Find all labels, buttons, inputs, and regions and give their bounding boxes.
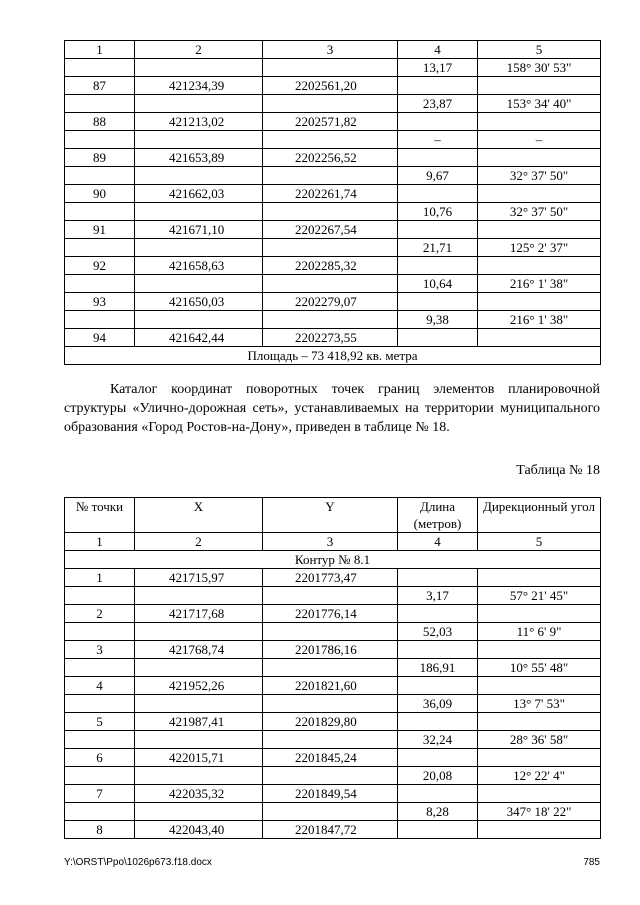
col-number: 2: [135, 41, 263, 59]
x-cell: [135, 59, 263, 77]
y-coordinate: 2201776,14: [263, 605, 398, 623]
direction-angle: 158° 30' 53": [478, 59, 601, 77]
y-cell: [263, 623, 398, 641]
point-number: 4: [65, 677, 135, 695]
point-row: [65, 569, 601, 587]
point-row: [65, 113, 601, 131]
length-cell: [398, 221, 478, 239]
direction-cell: [478, 785, 601, 803]
header-x: X: [135, 498, 263, 533]
x-coordinate: 421987,41: [135, 713, 263, 731]
point-number-cell: [65, 311, 135, 329]
segment-length: 9,38: [398, 311, 478, 329]
point-number: 91: [65, 221, 135, 239]
point-number: 6: [65, 749, 135, 767]
direction-angle: 216° 1' 38": [478, 275, 601, 293]
point-number: 88: [65, 113, 135, 131]
segment-length: 3,17: [398, 587, 478, 605]
y-coordinate: 2201829,80: [263, 713, 398, 731]
y-cell: [263, 695, 398, 713]
segment-row: [65, 203, 601, 221]
x-coordinate: 421952,26: [135, 677, 263, 695]
catalog-paragraph: Каталог координат поворотных точек границ элементов планировочной структуры «Улично-дорожная сеть», устанавливаемых на территории муниципального образования «Город Ростов-на-Дону», приведен в таблице № 18.: [64, 382, 600, 435]
col-number: 3: [263, 41, 398, 59]
point-number-cell: [65, 275, 135, 293]
coordinates-table-18: [64, 497, 601, 839]
direction-angle: 32° 37' 50": [478, 167, 601, 185]
table-caption: Таблица № 18: [516, 463, 600, 478]
y-coordinate: 2201845,24: [263, 749, 398, 767]
direction-angle: 153° 34' 40": [478, 95, 601, 113]
point-row: [65, 641, 601, 659]
point-row: [65, 221, 601, 239]
point-number: 7: [65, 785, 135, 803]
point-number: 93: [65, 293, 135, 311]
point-number-cell: [65, 659, 135, 677]
point-number: 2: [65, 605, 135, 623]
direction-cell: [478, 257, 601, 275]
point-number-cell: [65, 587, 135, 605]
x-cell: [135, 803, 263, 821]
point-row: [65, 677, 601, 695]
coordinates-table-continued: [64, 40, 601, 365]
direction-cell: [478, 821, 601, 839]
header-direction-angle: Дирекционный угол: [478, 498, 601, 533]
direction-cell: [478, 149, 601, 167]
x-cell: [135, 275, 263, 293]
contour-label: Контур № 8.1: [65, 551, 601, 569]
segment-row: [65, 587, 601, 605]
point-number: 87: [65, 77, 135, 95]
y-coordinate: 2201849,54: [263, 785, 398, 803]
point-number-cell: [65, 239, 135, 257]
segment-length: 21,71: [398, 239, 478, 257]
y-cell: [263, 203, 398, 221]
y-cell: [263, 587, 398, 605]
direction-cell: [478, 185, 601, 203]
direction-angle: 13° 7' 53": [478, 695, 601, 713]
direction-cell: [478, 749, 601, 767]
x-cell: [135, 731, 263, 749]
footer-file-path: Y:\ORST\Ppo\1026p673.f18.docx: [64, 857, 212, 868]
segment-row: [65, 239, 601, 257]
direction-cell: [478, 221, 601, 239]
x-coordinate: 422015,71: [135, 749, 263, 767]
col-number: 1: [65, 533, 135, 551]
y-coordinate: 2202571,82: [263, 113, 398, 131]
point-number: 92: [65, 257, 135, 275]
x-cell: [135, 311, 263, 329]
point-number: 1: [65, 569, 135, 587]
point-number: 89: [65, 149, 135, 167]
x-coordinate: 421642,44: [135, 329, 263, 347]
x-coordinate: 421662,03: [135, 185, 263, 203]
direction-cell: [478, 569, 601, 587]
y-cell: [263, 659, 398, 677]
y-cell: [263, 803, 398, 821]
y-coordinate: 2202279,07: [263, 293, 398, 311]
segment-row: [65, 803, 601, 821]
point-number-cell: [65, 203, 135, 221]
x-cell: [135, 623, 263, 641]
x-coordinate: 421213,02: [135, 113, 263, 131]
point-row: [65, 149, 601, 167]
segment-row: [65, 167, 601, 185]
length-cell: [398, 641, 478, 659]
direction-cell: [478, 605, 601, 623]
segment-length: 20,08: [398, 767, 478, 785]
direction-cell: [478, 113, 601, 131]
x-cell: [135, 203, 263, 221]
length-cell: [398, 329, 478, 347]
x-coordinate: 422043,40: [135, 821, 263, 839]
segment-length: 32,24: [398, 731, 478, 749]
point-number-cell: [65, 767, 135, 785]
direction-angle: –: [478, 131, 601, 149]
point-row: [65, 329, 601, 347]
x-coordinate: 421653,89: [135, 149, 263, 167]
point-number: 8: [65, 821, 135, 839]
direction-angle: 57° 21' 45": [478, 587, 601, 605]
y-cell: [263, 275, 398, 293]
x-cell: [135, 95, 263, 113]
y-cell: [263, 131, 398, 149]
segment-length: 23,87: [398, 95, 478, 113]
header-row: [65, 498, 601, 533]
direction-angle: 12° 22' 4": [478, 767, 601, 785]
point-number: 94: [65, 329, 135, 347]
x-cell: [135, 239, 263, 257]
y-cell: [263, 767, 398, 785]
direction-angle: 10° 55' 48": [478, 659, 601, 677]
segment-length: 52,03: [398, 623, 478, 641]
direction-angle: 125° 2' 37": [478, 239, 601, 257]
col-number: 4: [398, 533, 478, 551]
direction-angle: 11° 6' 9": [478, 623, 601, 641]
x-coordinate: 421671,10: [135, 221, 263, 239]
direction-cell: [478, 713, 601, 731]
direction-cell: [478, 641, 601, 659]
point-row: [65, 257, 601, 275]
direction-angle: 347° 18' 22": [478, 803, 601, 821]
y-cell: [263, 239, 398, 257]
length-cell: [398, 605, 478, 623]
segment-length: 13,17: [398, 59, 478, 77]
point-number-cell: [65, 95, 135, 113]
column-number-row: [65, 533, 601, 551]
length-cell: [398, 785, 478, 803]
x-coordinate: 421658,63: [135, 257, 263, 275]
header-y: Y: [263, 498, 398, 533]
x-cell: [135, 587, 263, 605]
segment-length: 9,67: [398, 167, 478, 185]
x-cell: [135, 767, 263, 785]
direction-cell: [478, 329, 601, 347]
segment-row: [65, 695, 601, 713]
point-row: [65, 605, 601, 623]
direction-cell: [478, 677, 601, 695]
y-coordinate: 2202273,55: [263, 329, 398, 347]
point-number-cell: [65, 131, 135, 149]
y-coordinate: 2201847,72: [263, 821, 398, 839]
length-cell: [398, 185, 478, 203]
y-coordinate: 2201786,16: [263, 641, 398, 659]
segment-row: [65, 131, 601, 149]
x-coordinate: 421768,74: [135, 641, 263, 659]
length-cell: [398, 749, 478, 767]
segment-row: [65, 659, 601, 677]
contour-row: [65, 551, 601, 569]
segment-length: –: [398, 131, 478, 149]
y-cell: [263, 311, 398, 329]
length-cell: [398, 677, 478, 695]
length-cell: [398, 113, 478, 131]
x-cell: [135, 131, 263, 149]
point-number: 3: [65, 641, 135, 659]
length-cell: [398, 149, 478, 167]
area-row: [65, 347, 601, 365]
length-cell: [398, 713, 478, 731]
direction-angle: 216° 1' 38": [478, 311, 601, 329]
segment-row: [65, 767, 601, 785]
column-number-row: [65, 41, 601, 59]
y-coordinate: 2202256,52: [263, 149, 398, 167]
point-row: [65, 713, 601, 731]
length-cell: [398, 257, 478, 275]
col-number: 4: [398, 41, 478, 59]
point-number-cell: [65, 731, 135, 749]
segment-row: [65, 311, 601, 329]
y-coordinate: 2202267,54: [263, 221, 398, 239]
y-coordinate: 2202561,20: [263, 77, 398, 95]
point-number-cell: [65, 623, 135, 641]
segment-length: 8,28: [398, 803, 478, 821]
length-cell: [398, 569, 478, 587]
point-row: [65, 785, 601, 803]
y-cell: [263, 95, 398, 113]
y-coordinate: 2202261,74: [263, 185, 398, 203]
col-number: 3: [263, 533, 398, 551]
length-cell: [398, 293, 478, 311]
direction-angle: 28° 36' 58": [478, 731, 601, 749]
col-number: 5: [478, 533, 601, 551]
segment-row: [65, 731, 601, 749]
y-cell: [263, 731, 398, 749]
y-coordinate: 2201773,47: [263, 569, 398, 587]
y-cell: [263, 59, 398, 77]
segment-row: [65, 275, 601, 293]
col-number: 5: [478, 41, 601, 59]
x-coordinate: 421715,97: [135, 569, 263, 587]
y-cell: [263, 167, 398, 185]
length-cell: [398, 821, 478, 839]
x-cell: [135, 167, 263, 185]
direction-cell: [478, 293, 601, 311]
point-number: 90: [65, 185, 135, 203]
direction-cell: [478, 77, 601, 95]
direction-angle: 32° 37' 50": [478, 203, 601, 221]
x-coordinate: 421650,03: [135, 293, 263, 311]
segment-row: [65, 623, 601, 641]
point-number-cell: [65, 167, 135, 185]
point-row: [65, 77, 601, 95]
point-row: [65, 749, 601, 767]
point-number-cell: [65, 695, 135, 713]
segment-length: 10,76: [398, 203, 478, 221]
col-number: 2: [135, 533, 263, 551]
x-cell: [135, 659, 263, 677]
segment-length: 10,64: [398, 275, 478, 293]
segment-length: 36,09: [398, 695, 478, 713]
x-cell: [135, 695, 263, 713]
segment-row: [65, 59, 601, 77]
y-coordinate: 2201821,60: [263, 677, 398, 695]
col-number: 1: [65, 41, 135, 59]
segment-row: [65, 95, 601, 113]
segment-length: 186,91: [398, 659, 478, 677]
point-number-cell: [65, 803, 135, 821]
point-number: 5: [65, 713, 135, 731]
point-row: [65, 821, 601, 839]
footer-page-number: 785: [583, 857, 600, 868]
point-row: [65, 293, 601, 311]
x-coordinate: 421717,68: [135, 605, 263, 623]
area-total: Площадь – 73 418,92 кв. метра: [65, 347, 601, 365]
point-number-cell: [65, 59, 135, 77]
length-cell: [398, 77, 478, 95]
point-row: [65, 185, 601, 203]
x-coordinate: 422035,32: [135, 785, 263, 803]
header-point-number: № точки: [65, 498, 135, 533]
y-coordinate: 2202285,32: [263, 257, 398, 275]
x-coordinate: 421234,39: [135, 77, 263, 95]
header-length: Длина (метров): [398, 498, 478, 533]
